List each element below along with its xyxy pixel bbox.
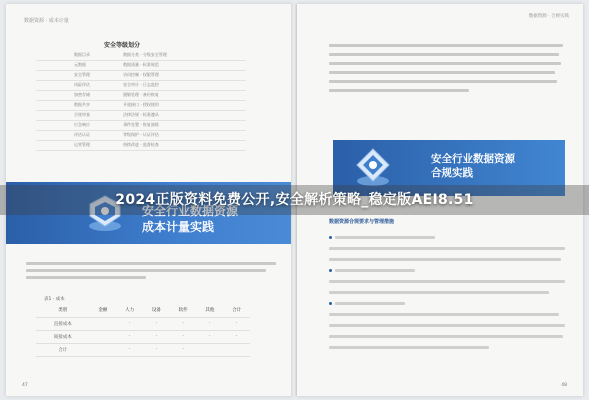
table-cell: 法律法规 · 标准遵从 xyxy=(121,110,246,120)
column-header: 其他 xyxy=(197,304,224,317)
table-cell xyxy=(36,50,72,60)
table-row xyxy=(36,50,246,60)
table-row xyxy=(36,90,246,100)
list-item xyxy=(329,265,565,276)
list-item xyxy=(329,254,565,265)
table-row xyxy=(36,120,246,130)
table-cell: 风险评估 xyxy=(72,80,121,90)
left-page-header: 数据资源 · 成本计量 xyxy=(24,18,69,24)
table-cell xyxy=(36,80,72,90)
table-row xyxy=(36,60,246,70)
table-cell xyxy=(223,343,250,356)
table-row xyxy=(36,330,250,343)
table-row xyxy=(36,100,246,110)
table-row xyxy=(36,130,246,140)
table-cell: 开放接口 · 授权使用 xyxy=(121,100,246,110)
table-cell: 合规审查 xyxy=(72,110,121,120)
table-cell xyxy=(90,330,117,343)
table-cell: · xyxy=(116,343,143,356)
table-row xyxy=(36,110,246,120)
list-item xyxy=(329,243,565,254)
list-item xyxy=(329,232,565,243)
table-cell: · xyxy=(197,330,224,343)
right-hero-title xyxy=(431,152,515,180)
cost-table xyxy=(36,304,250,357)
column-header: 金额 xyxy=(90,304,117,317)
table-cell: 数据共享 xyxy=(72,100,121,110)
table-cell xyxy=(36,70,72,80)
table-cell: 间接成本 xyxy=(36,330,90,343)
overlay-title: 2024正版资料免费公开,安全解析策略_稳定版AEI8.51 xyxy=(115,192,474,208)
table-cell xyxy=(36,90,72,100)
table-header-row xyxy=(36,304,250,317)
column-header: 人力 xyxy=(116,304,143,317)
table-cell: 安全管理 xyxy=(72,70,121,80)
table-cell: · xyxy=(170,317,197,330)
table-cell: 直接成本 xyxy=(36,317,90,330)
list-item xyxy=(329,276,565,287)
table-cell: · xyxy=(170,343,197,356)
column-header: 合计 xyxy=(223,304,250,317)
table-cell: 事件处置 · 恢复演练 xyxy=(121,120,246,130)
table-row xyxy=(36,343,250,356)
table-cell xyxy=(36,130,72,140)
right-body xyxy=(329,232,565,353)
table-cell xyxy=(36,60,72,70)
table-row xyxy=(36,317,250,330)
table-cell xyxy=(90,343,117,356)
spec-table xyxy=(36,50,246,151)
column-header: 软件 xyxy=(170,304,197,317)
table-cell: 元数据 xyxy=(72,60,121,70)
table-row xyxy=(36,140,246,150)
table-cell: · xyxy=(143,330,170,343)
table-cell: 运营管理 xyxy=(72,140,121,150)
table-cell: 安全审计 · 日志监控 xyxy=(121,80,246,90)
table-cell: · xyxy=(197,317,224,330)
left-hero-title-line1: 安全行业数据资源 xyxy=(142,204,239,218)
list-item xyxy=(329,287,565,298)
right-hero-title-line1: 安全行业数据资源 xyxy=(431,153,515,165)
spec-table-title: 安全等级划分 xyxy=(104,42,141,49)
table-cell: · xyxy=(223,330,250,343)
table-cell xyxy=(36,140,72,150)
table-cell: 脱敏处理 · 备份恢复 xyxy=(121,90,246,100)
table-cell: · xyxy=(143,343,170,356)
right-page-header: 数据资源 · 合规实践 xyxy=(528,14,569,19)
diamond-emblem-icon xyxy=(351,145,395,189)
column-header: 类别 xyxy=(36,304,90,317)
table-cell: 合计 xyxy=(36,343,90,356)
table-cell: 数据目录 xyxy=(72,50,121,60)
list-item xyxy=(329,320,565,331)
table-cell: · xyxy=(223,317,250,330)
list-item xyxy=(329,298,565,309)
table-cell xyxy=(197,343,224,356)
left-hero-title-line2: 成本计量实践 xyxy=(142,219,215,234)
table-cell: 持续改进 · 监督检查 xyxy=(121,140,246,150)
table-cell xyxy=(36,100,72,110)
table-cell: 等级保护 · 认证评估 xyxy=(121,130,246,140)
table-cell: 访问控制 · 权限管理 xyxy=(121,70,246,80)
right-section-title: 数据资源合规要求与管理措施 xyxy=(329,219,395,225)
table-cell: · xyxy=(116,317,143,330)
table-cell: · xyxy=(170,330,197,343)
cost-table-caption: 表1 · 成本 xyxy=(44,297,65,302)
table-cell: 数据分类 · 分级安全管理 xyxy=(121,50,246,60)
table-cell: 加密存储 xyxy=(72,90,121,100)
table-cell: · xyxy=(116,330,143,343)
right-page-number: 48 xyxy=(561,383,567,388)
table-cell xyxy=(36,110,72,120)
table-cell xyxy=(90,317,117,330)
table-cell: 评估认证 xyxy=(72,130,121,140)
column-header: 设备 xyxy=(143,304,170,317)
list-item xyxy=(329,331,565,342)
table-cell: · xyxy=(143,317,170,330)
table-row xyxy=(36,70,246,80)
left-page-number: 47 xyxy=(22,383,28,388)
list-item xyxy=(329,342,565,353)
table-cell: 应急响应 xyxy=(72,120,121,130)
right-hero-title-line2: 合规实践 xyxy=(431,167,473,180)
table-cell xyxy=(36,120,72,130)
table-cell: 数据质量 · 标准规范 xyxy=(121,60,246,70)
table-row xyxy=(36,80,246,90)
list-item xyxy=(329,309,565,320)
